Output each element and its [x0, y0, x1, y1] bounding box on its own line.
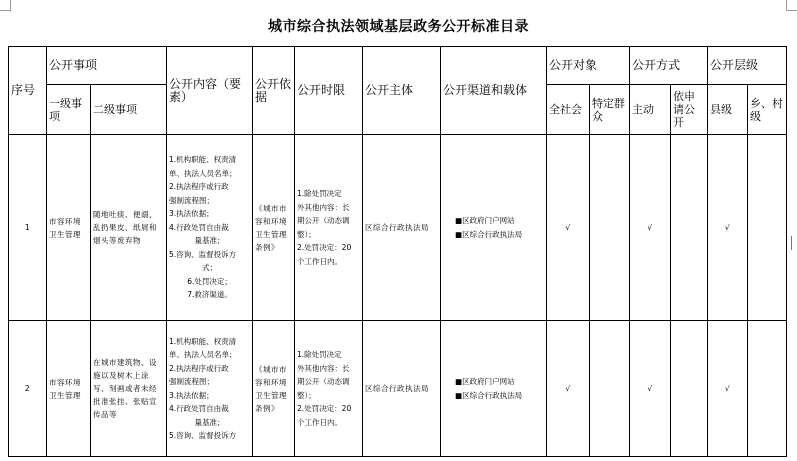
cell-seq: 2	[9, 321, 47, 457]
cell-specific-check	[590, 135, 630, 321]
subheader-society: 全社会	[547, 85, 590, 135]
content-line: 3.执法依据；	[169, 209, 214, 219]
content-line: 强制流程图；	[169, 377, 215, 386]
header-time-limit: 公开时限	[295, 47, 363, 135]
content-line: 强制流程图；	[169, 195, 215, 205]
cell-level1: 市容环境卫生管理	[47, 135, 91, 321]
content-line: 6.处罚决定；	[187, 276, 232, 286]
cell-content-list	[167, 135, 253, 321]
content-line: 1.机构职能、权责清	[169, 336, 237, 346]
cell-township-check	[748, 321, 787, 457]
margin-marker	[791, 236, 792, 250]
cell-specific-check	[590, 321, 630, 457]
cell-on-request-check	[671, 321, 708, 457]
subheader-specific: 特定群众	[590, 85, 630, 135]
table-row	[9, 135, 787, 321]
cell-content-list	[167, 321, 253, 457]
content-line: 量基准；	[194, 417, 225, 427]
subheader-township: 乡、村级	[748, 85, 787, 135]
time-limit-line: 1.除处罚决定	[297, 350, 342, 359]
cell-level1: 市容环境卫生管理	[47, 321, 91, 457]
cell-society-check: √	[547, 135, 590, 321]
time-limit-line: 个工作日内。	[297, 256, 343, 266]
subheader-county: 县级	[708, 85, 748, 135]
cell-society-check: √	[547, 321, 590, 457]
content-line: 1.机构职能、权责清	[169, 155, 237, 165]
cell-county-check: √	[708, 135, 748, 321]
subheader-level2: 二级事项	[91, 85, 167, 135]
header-row	[9, 47, 787, 85]
content-line: 4.行政处罚自由裁	[169, 222, 229, 232]
channel-line: ■区政府门户网站	[455, 216, 515, 225]
content-line: 2.执法程序或行政	[169, 182, 229, 192]
cell-active-check: √	[630, 135, 671, 321]
header-seq: 序号	[9, 47, 47, 135]
header-level: 公开层级	[708, 47, 787, 85]
page-corner-top-right	[786, 0, 797, 11]
content-line: 量基准；	[194, 236, 225, 246]
subheader-active: 主动	[630, 85, 671, 135]
content-line: 5.咨询、监督投诉方	[169, 431, 237, 440]
header-basis: 公开依据	[253, 47, 295, 135]
content-line: 单、执法人员名单；	[169, 350, 237, 359]
time-limit-line: 整）；	[297, 390, 316, 400]
subheader-on-request: 依申请公开	[671, 85, 708, 135]
cell-active-check: √	[630, 321, 671, 457]
time-limit-line: 2.处罚决定：20	[297, 243, 352, 252]
cell-channel	[441, 135, 547, 321]
channel-line: ■区综合行政执法局	[455, 229, 523, 239]
header-subject: 公开主体	[363, 47, 441, 135]
page-corner-top-left	[0, 0, 11, 11]
catalog-table	[8, 46, 787, 457]
content-line: 3.执法依据；	[169, 390, 214, 400]
cell-seq: 1	[9, 135, 47, 321]
header-content: 公开内容（要素）	[167, 47, 253, 135]
cell-time-limit	[295, 321, 363, 457]
cell-basis: 《城市市容和环境卫生管理条例》	[253, 321, 295, 457]
cell-level2: 随地吐痰、便溺，乱扔果皮、纸屑和烟头等废弃物	[91, 135, 167, 321]
channel-line: ■区政府门户网站	[455, 377, 515, 386]
cell-on-request-check	[671, 135, 708, 321]
time-limit-line: 外其他内容：长	[297, 202, 350, 212]
content-line: 5.咨询、监督投诉方	[169, 249, 237, 259]
cell-county-check: √	[708, 321, 748, 457]
cell-subject: 区综合行政执法局	[363, 135, 441, 321]
cell-level2: 在城市建筑物、设施以及树木上涂写、刻画或者未经批准张挂、张贴宣传品等	[91, 321, 167, 457]
header-channel: 公开渠道和载体	[441, 47, 547, 135]
time-limit-line: 整）；	[297, 229, 316, 239]
time-limit-line: 外其他内容：长	[297, 363, 350, 373]
header-target: 公开对象	[547, 47, 630, 85]
time-limit-line: 1.除处罚决定	[297, 189, 342, 198]
time-limit-line: 个工作日内。	[297, 417, 343, 427]
page-title: 城市综合执法领域基层政务公开标准目录	[268, 19, 529, 35]
cell-subject: 区综合行政执法局	[363, 321, 441, 457]
channel-line: ■区综合行政执法局	[455, 390, 523, 400]
cell-time-limit	[295, 135, 363, 321]
content-line: 单、执法人员名单；	[169, 168, 237, 178]
content-line: 式；	[202, 263, 218, 273]
content-line: 7.救济渠道。	[187, 290, 232, 300]
time-limit-line: 期公开（动态调	[297, 216, 350, 225]
header-matter: 公开事项	[47, 47, 167, 85]
content-line: 4.行政处罚自由裁	[169, 404, 229, 413]
cell-basis: 《城市市容和环境卫生管理条例》	[253, 135, 295, 321]
time-limit-line: 期公开（动态调	[297, 377, 350, 386]
header-method: 公开方式	[630, 47, 708, 85]
cell-township-check	[748, 135, 787, 321]
cell-channel	[441, 321, 547, 457]
time-limit-line: 2.处罚决定：20	[297, 404, 352, 413]
table-row	[9, 321, 787, 457]
subheader-level1: 一级事项	[47, 85, 91, 135]
content-line: 2.执法程序或行政	[169, 363, 229, 373]
